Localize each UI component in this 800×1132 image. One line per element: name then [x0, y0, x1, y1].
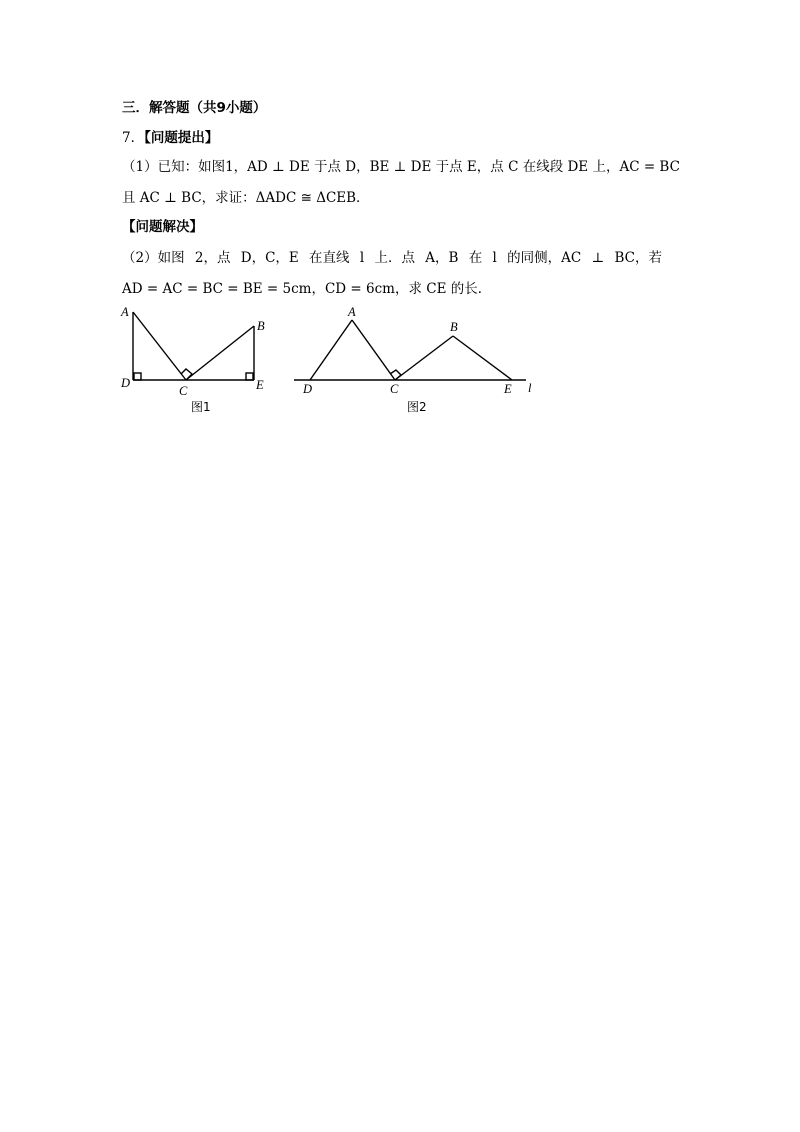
- label-l: l: [528, 381, 532, 395]
- label-B: B: [450, 320, 458, 334]
- figure-1: [115, 300, 275, 420]
- label-E: E: [504, 382, 512, 396]
- label-C: C: [179, 384, 188, 398]
- part2-line1: （2）如图 2，点 D，C，E 在直线 l 上．点 A，B 在 l 的同侧，AC ⊥ BC，若: [122, 250, 662, 266]
- figure-2-caption: 图2: [407, 400, 427, 414]
- label-D: D: [303, 382, 313, 396]
- segment-AC: [352, 320, 395, 380]
- segment-BE: [453, 336, 512, 380]
- part2-line2: AD = AC = BC = BE = 5cm，CD = 6cm，求 CE 的长．: [122, 281, 492, 297]
- right-angle-mark-E: [246, 373, 253, 380]
- segment-BC: [186, 326, 254, 380]
- label-B: B: [257, 319, 265, 333]
- right-angle-mark-D: [134, 373, 141, 380]
- label-A: A: [348, 305, 356, 319]
- section-title: 三．解答题（共9小题）: [122, 100, 267, 116]
- label-D: D: [121, 376, 131, 390]
- segment-AD: [310, 320, 352, 380]
- figure-2: [290, 300, 550, 420]
- question-number: 7．: [122, 130, 145, 146]
- part1-line1: （1）已知：如图1，AD ⊥ DE 于点 D，BE ⊥ DE 于点 E，点 C 在线段 DE 上，AC = BC: [122, 159, 680, 175]
- right-angle-mark-C: [181, 369, 192, 380]
- figure-1-caption: 图1: [191, 400, 211, 414]
- problem-heading: 【问题提出】: [144, 130, 219, 146]
- part1-line2: 且 AC ⊥ BC，求证：ΔADC ≅ ΔCEB．: [122, 190, 370, 206]
- label-A: A: [121, 305, 129, 319]
- solution-heading: 【问题解决】: [122, 219, 203, 235]
- label-C: C: [390, 382, 399, 396]
- label-E: E: [256, 378, 264, 392]
- segment-AC: [133, 312, 186, 380]
- question-header: [122, 128, 218, 148]
- segment-BC: [395, 336, 453, 380]
